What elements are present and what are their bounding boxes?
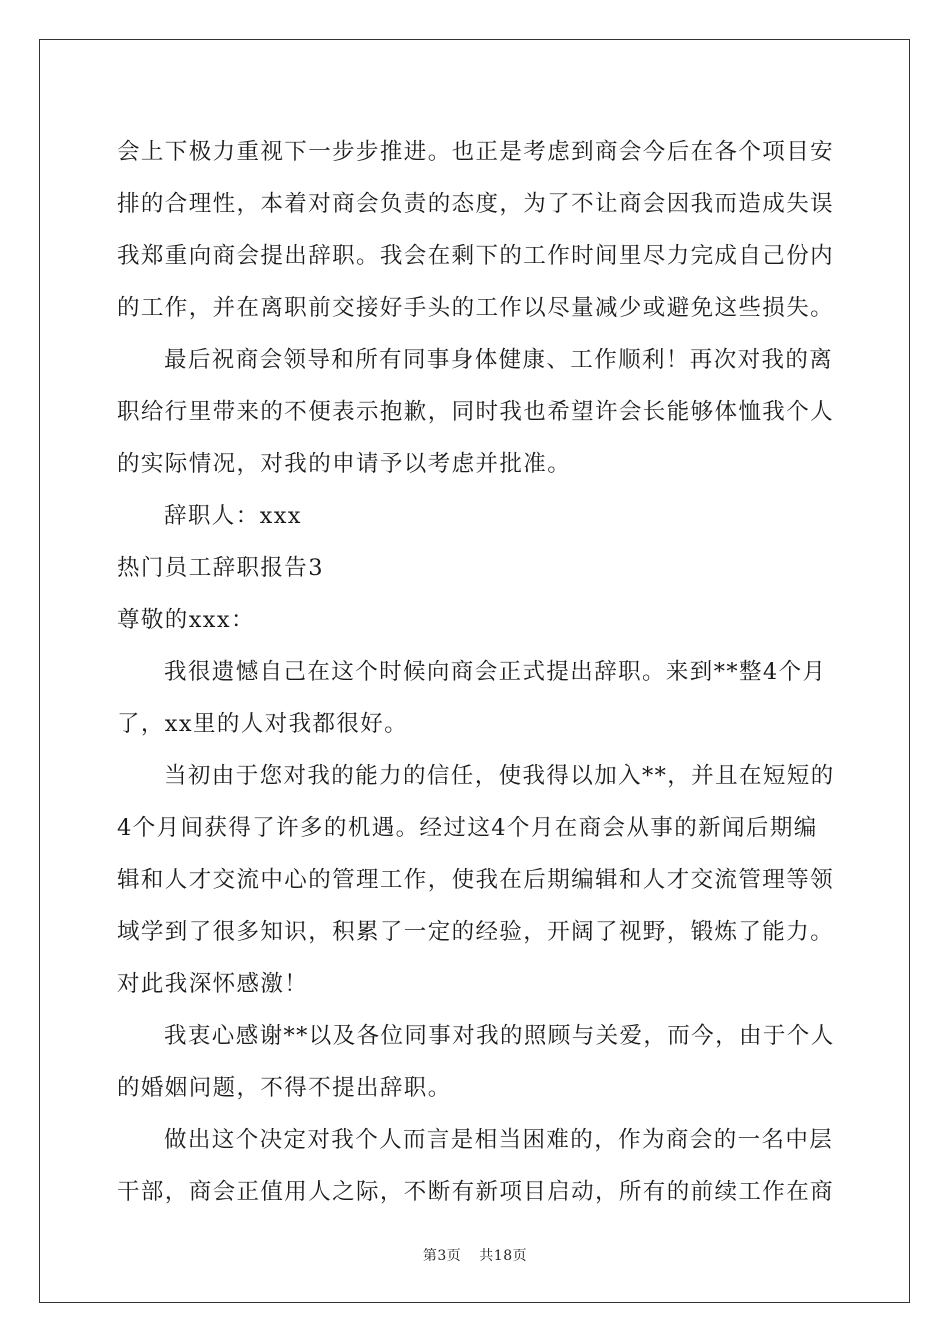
page-total: 共18页 [479,1248,528,1264]
text-line: 了，xx里的人对我都很好。 [117,711,409,737]
document-body [117,126,835,1218]
text-line: 排的合理性，本着对商会负责的态度，为了不让商会因我而造成失误 [117,191,835,217]
text-line: 我衷心感谢**以及各位同事对我的照顾与关爱，而今，由于个人 [164,1023,835,1049]
text-line: 的实际情况，对我的申请予以考虑并批准。 [117,451,572,477]
salutation: 尊敬的xxx： [117,607,255,633]
text-line: 域学到了很多知识，积累了一定的经验，开阔了视野，锻炼了能力。 [117,919,835,945]
page-number: 第3页 [422,1248,462,1264]
text-line: 4个月间获得了许多的机遇。经过这4个月在商会从事的新闻后期编 [117,815,818,841]
text-line: 会上下极力重视下一步步推进。也正是考虑到商会今后在各个项目安 [117,139,835,165]
section-heading: 热门员工辞职报告3 [117,555,324,581]
text-line: 辑和人才交流中心的管理工作，使我在后期编辑和人才交流管理等领 [117,867,835,893]
text-line: 做出这个决定对我个人而言是相当困难的，作为商会的一名中层 [164,1127,834,1153]
text-line: 当初由于您对我的能力的信任，使我得以加入**，并且在短短的 [164,763,835,789]
text-line: 最后祝商会领导和所有同事身体健康、工作顺利！再次对我的离 [164,347,834,373]
text-line: 我很遗憾自己在这个时候向商会正式提出辞职。来到**整4个月 [164,659,827,685]
text-line: 的工作，并在离职前交接好手头的工作以尽量减少或避免这些损失。 [117,295,835,321]
page-footer [0,1245,950,1265]
text-line: 我郑重向商会提出辞职。我会在剩下的工作时间里尽力完成自己份内 [117,243,835,269]
text-line: 对此我深怀感激！ [117,971,309,997]
text-line: 的婚姻问题，不得不提出辞职。 [117,1075,452,1101]
signature-line: 辞职人：xxx [164,503,302,529]
text-line: 干部，商会正值用人之际，不断有新项目启动，所有的前续工作在商 [117,1179,835,1205]
text-line: 职给行里带来的不便表示抱歉，同时我也希望许会长能够体恤我个人 [117,399,835,425]
